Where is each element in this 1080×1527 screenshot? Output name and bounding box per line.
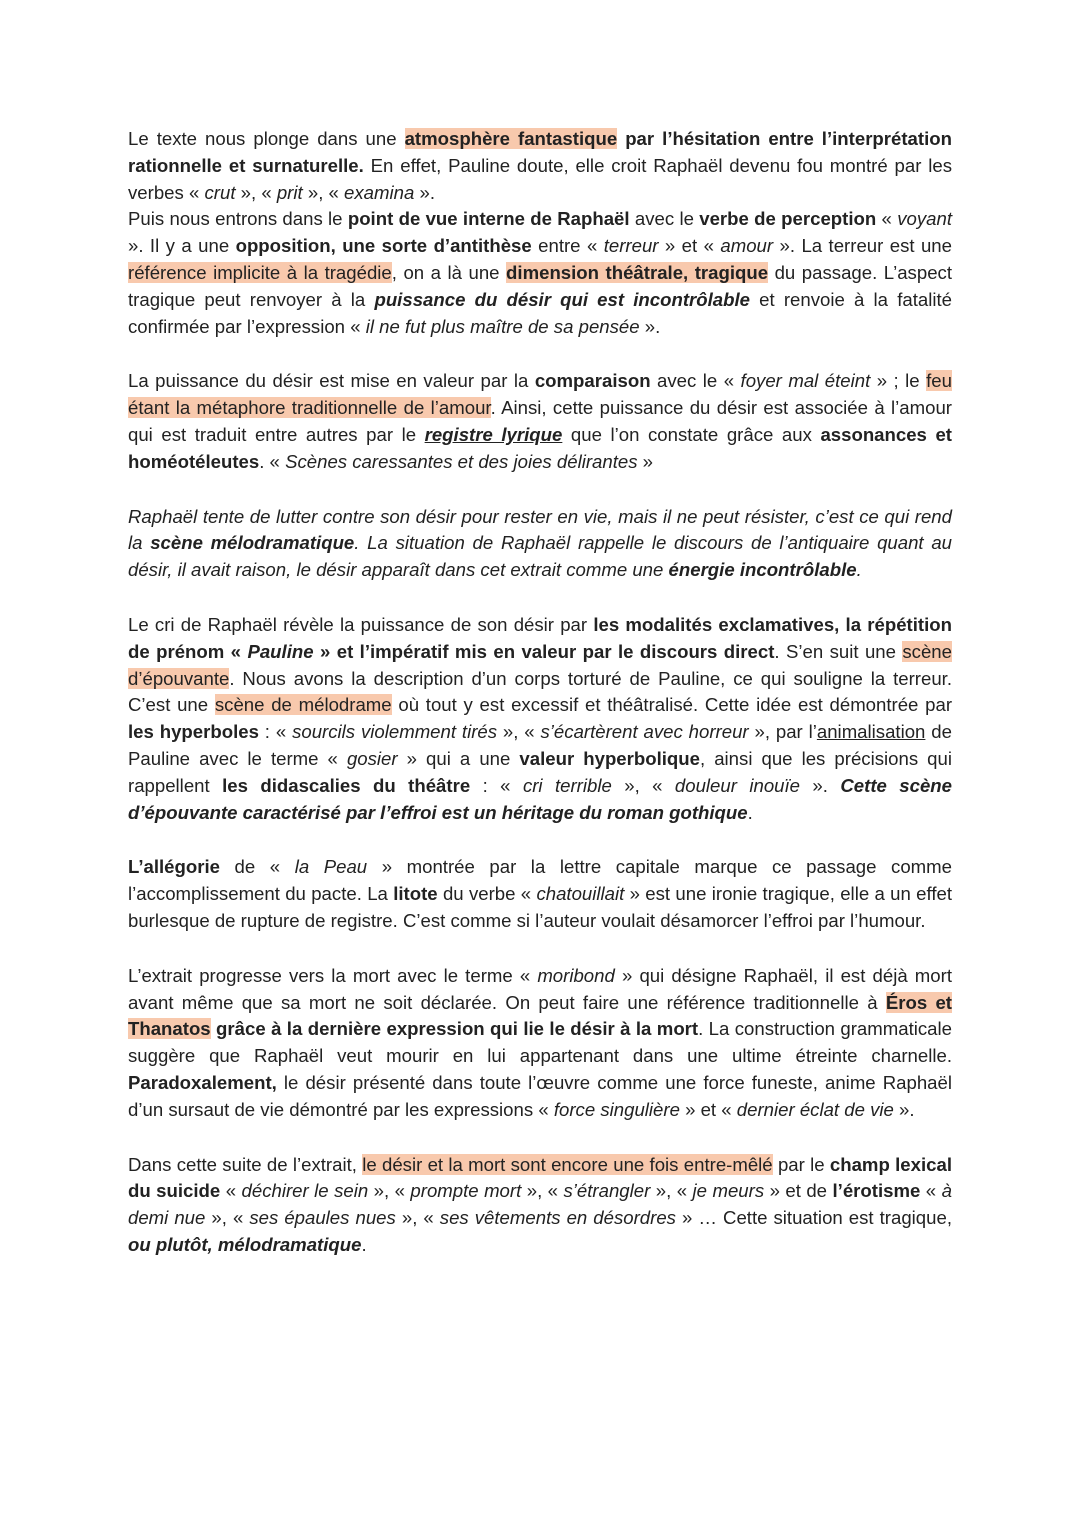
text-run: cri terrible xyxy=(522,774,612,796)
text-run: . Ainsi, cette puissance du désir est associée à l’amour qui est traduit entre autres par le xyxy=(128,397,952,445)
text-run: où tout y est excessif et théâtralisé. Cette idée est démontrée par xyxy=(391,694,953,716)
text-run: de « xyxy=(219,856,295,878)
text-run: », « xyxy=(611,774,675,796)
text-run: », « xyxy=(235,181,277,203)
text-run: chatouillait xyxy=(536,883,625,905)
text-run: » montrée par la lettre capitale marque ce passage comme l’accomplissement du pacte. La xyxy=(128,856,952,905)
text-run: », « xyxy=(395,1207,440,1229)
text-run: . Nous avons la description d’un corps torturé de Pauline, ce qui souligne la terreur. C’est une xyxy=(128,667,952,716)
text-run: scène de mélodrame xyxy=(214,694,392,716)
text-run: les didascalies du théâtre xyxy=(222,774,471,796)
text-run: . « xyxy=(259,450,286,472)
text-run: » et « xyxy=(679,1098,737,1120)
text-run: ou plutôt, mélodramatique xyxy=(128,1233,362,1255)
text-run: le désir et la mort sont encore une fois entre-mêlé xyxy=(362,1153,773,1175)
text-run: opposition, une sorte d’antithèse xyxy=(235,235,532,257)
text-run: » qui a une xyxy=(397,747,520,769)
paragraph-melodrame xyxy=(128,504,952,584)
text-run: puissance du désir qui est incontrôlable xyxy=(374,288,750,310)
text-run: et renvoie à la fatalité confirmée par l’expression « xyxy=(128,288,952,337)
text-run: » et « xyxy=(658,235,721,257)
paragraph-fantastique xyxy=(128,126,952,206)
text-run: verbe de perception xyxy=(699,208,877,230)
text-run: voyant xyxy=(897,208,952,230)
text-run: gosier xyxy=(346,747,398,769)
text-run: que l’on constate grâce aux xyxy=(562,423,821,445)
text-run: ». La terreur est une xyxy=(773,235,952,257)
text-run: entre « xyxy=(531,235,604,257)
text-run: ses vêtements en désordres xyxy=(439,1207,676,1229)
text-run: terreur xyxy=(603,235,659,257)
text-run: énergie incontrôlable xyxy=(668,559,857,581)
text-run: du passage. L’aspect tragique peut renvoyer à la xyxy=(128,261,952,310)
text-run: . xyxy=(747,801,753,823)
text-run: ». xyxy=(639,315,661,337)
text-run: valeur hyperbolique xyxy=(519,747,700,769)
text-run: prit xyxy=(276,181,303,203)
text-run: moribond xyxy=(537,964,615,986)
text-run: » … Cette situation est tragique, xyxy=(675,1207,952,1229)
text-run: il ne fut plus maître de sa pensée xyxy=(365,315,640,337)
text-run: douleur inouïe xyxy=(674,774,801,796)
text-run: , ainsi que les précisions qui rappellent xyxy=(128,747,952,796)
text-run: En effet, Pauline doute, elle croit Raphaël devenu fou montré par les verbes « xyxy=(128,154,952,203)
text-run: Paradoxalement, xyxy=(128,1071,277,1093)
text-run: je meurs xyxy=(692,1180,765,1202)
text-run: . La situation de Raphaël rappelle le discours de l’antiquaire quant au désir, il avait raison, le désir apparaît dans cet extrait comme une xyxy=(128,532,953,581)
paragraph-allegorie xyxy=(128,854,952,934)
text-run: sourcils violemment tirés xyxy=(292,721,498,743)
text-run: Cette scène d’épouvante caractérisé par l’effroi est un héritage du roman gothique xyxy=(128,774,952,823)
text-run: litote xyxy=(393,883,438,905)
text-run: » et l’impératif mis en valeur par le discours direct xyxy=(313,640,775,662)
text-run: ses épaules nues xyxy=(249,1207,396,1229)
text-run: , on a là une xyxy=(391,261,507,283)
document-page xyxy=(128,126,952,1259)
text-run: l’érotisme xyxy=(832,1180,921,1202)
text-run: Pauline xyxy=(247,640,314,662)
text-run: atmosphère fantastique xyxy=(404,128,618,149)
text-run: », « xyxy=(302,181,345,203)
text-run: foyer mal éteint xyxy=(740,370,871,392)
text-run: Dans cette suite de l’extrait, xyxy=(128,1153,363,1175)
text-run: ». xyxy=(893,1098,915,1120)
text-run: à demi nue xyxy=(128,1180,952,1229)
text-run: Éros et Thanatos xyxy=(128,991,952,1040)
text-run: force singulière xyxy=(553,1098,680,1120)
text-run: les modalités exclamatives, la répétition de prénom « xyxy=(128,613,952,662)
text-run: feu étant la métaphore traditionnelle de l’amour xyxy=(128,370,952,419)
text-run: par l’hésitation entre l’interprétation rationnelle et surnaturelle. xyxy=(128,128,952,176)
text-run: Le texte nous plonge dans une xyxy=(128,128,405,149)
text-run: » qui désigne Raphaël, il est déjà mort avant même que sa mort ne soit déclarée. On peut faire une référence traditionnelle à xyxy=(128,964,952,1013)
text-run: Scènes caressantes et des joies délirantes xyxy=(285,450,638,472)
text-run: scène d’épouvante xyxy=(128,640,952,689)
text-run: dernier éclat de vie xyxy=(736,1098,894,1120)
text-run: ». xyxy=(800,774,841,796)
text-run: Raphaël tente de lutter contre son désir pour rester en vie, mais il ne peut résister, c’est ce qui rend la xyxy=(128,505,952,554)
text-run: », « xyxy=(368,1180,411,1202)
text-run: Puis nous entrons dans le xyxy=(128,208,348,230)
text-run: s’écartèrent avec horreur xyxy=(540,721,749,743)
text-run: : « xyxy=(470,774,523,796)
text-run: L’allégorie xyxy=(128,856,220,878)
text-run: assonances et homéotéleutes xyxy=(128,423,952,472)
text-run: » xyxy=(637,450,654,472)
paragraph-eros-thanatos xyxy=(128,963,952,1124)
text-run: amour xyxy=(720,235,774,257)
text-run: point de vue interne de Raphaël xyxy=(347,208,630,230)
text-run: » et de xyxy=(764,1180,833,1202)
text-run: « xyxy=(220,1180,242,1202)
text-run: », « xyxy=(205,1207,250,1229)
text-run: », « xyxy=(521,1180,564,1202)
text-run: animalisation xyxy=(816,721,926,743)
text-run: examina xyxy=(344,181,415,203)
text-run: crut xyxy=(204,181,236,203)
text-run: déchirer le sein xyxy=(241,1180,369,1202)
text-run: avec le « xyxy=(650,370,741,392)
text-run: registre lyrique xyxy=(424,423,563,445)
text-run: L’extrait progresse vers la mort avec le terme « xyxy=(128,964,538,986)
text-run: grâce à la dernière expression qui lie le désir à la mort xyxy=(210,1018,699,1040)
text-run: avec le xyxy=(629,208,700,230)
paragraph-point-de-vue xyxy=(128,206,952,340)
paragraph-suicide-erotisme xyxy=(128,1152,952,1259)
text-run: comparaison xyxy=(534,370,651,392)
text-run: . La construction grammaticale suggère que Raphaël veut mourir en lui appartenant dans une ultime étreinte charnelle. xyxy=(128,1018,952,1067)
text-run: . S’en suit une xyxy=(774,640,903,662)
text-run: « xyxy=(920,1180,942,1202)
text-run: la Peau xyxy=(294,856,368,878)
text-run: », « xyxy=(650,1180,693,1202)
text-run: de Pauline avec le terme « xyxy=(128,721,952,769)
text-run: . xyxy=(856,559,862,581)
paragraph-puissance-desir xyxy=(128,368,952,475)
text-run: prompte mort xyxy=(410,1180,522,1202)
text-run: La puissance du désir est mise en valeur par la xyxy=(128,370,535,392)
text-run: référence implicite à la tragédie xyxy=(128,261,392,283)
text-run: le désir présenté dans toute l’œuvre comme une force funeste, anime Raphaël d’un sursaut de vie démontré par les expressions « xyxy=(128,1071,952,1120)
text-run: », par l’ xyxy=(748,721,817,743)
text-run: : « xyxy=(258,721,293,743)
text-run: » est une ironie tragique, elle a un effet burlesque de rupture de registre. C’est comme si l’auteur voulait désamorcer l’effroi par l’humour. xyxy=(128,883,952,931)
text-run: . xyxy=(361,1233,367,1255)
text-run: par le xyxy=(772,1153,830,1175)
text-run: ». Il y a une xyxy=(128,235,236,257)
text-run: les hyperboles xyxy=(128,721,259,743)
text-run: s’étrangler xyxy=(563,1180,651,1202)
paragraph-cri xyxy=(128,612,952,826)
text-run: « xyxy=(876,208,898,230)
text-run: dimension théâtrale, tragique xyxy=(506,261,769,283)
text-run: Le cri de Raphaël révèle la puissance de son désir par xyxy=(128,613,594,635)
text-run: du verbe « xyxy=(437,883,537,905)
text-run: scène mélodramatique xyxy=(150,532,355,554)
text-run: ». xyxy=(414,181,436,203)
text-run: champ lexical du suicide xyxy=(128,1153,952,1202)
text-run: », « xyxy=(497,721,541,743)
text-run: » ; le xyxy=(870,370,927,392)
